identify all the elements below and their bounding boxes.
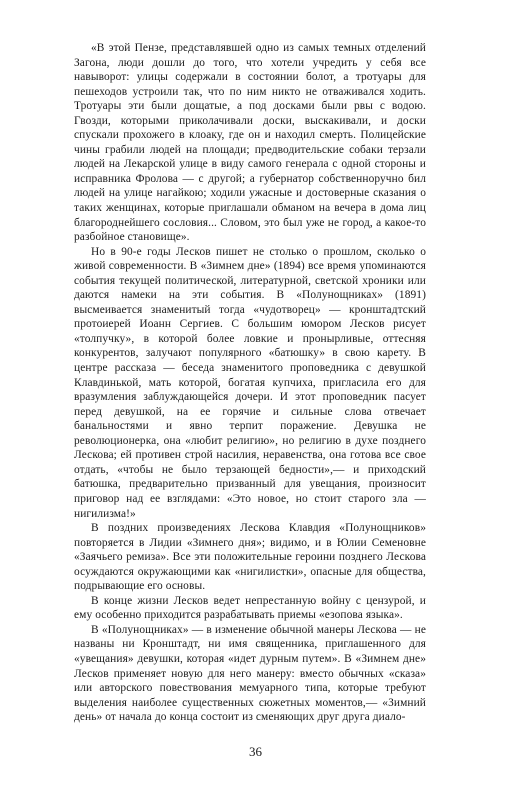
paragraph-3: В поздних произведениях Лескова Клавдия «Полунощников» повторяется в Лидии «Зимнего дня»; видимо, и в Юлии Семеновне «Заячьего ремиза». Все эти положительные героини позднего Лескова осуждаются окружающими как «нигилистки», опасные для общества, подрывающие его основы.	[74, 522, 426, 593]
paragraph-1: «В этой Пензе, представлявшей одно из самых темных отделений Загона, люди дошли до того, что хотели учредить у себя все навыворот: улицы содержали в состоянии болот, а тротуары для пешеходов устроили так, что по ним никто не отваживался ходить. Тротуары эти были дощатые, а под досками были рвы с водою. Гвозди, которыми приколачивали доски, выскакивали, и доски спускали прохожего в клоаку, где он и находил смерть. Полицейские чины грабили людей на площади; предводительские собаки терзали людей на Лекарской улице в виду самого генерала с одной стороны и исправника Фролова — с другой; а губернатор собственноручно бил людей на улице нагайкою; ходили ужасные и достоверные сказания о таких женщинах, которые приглашали обманом на вечера в дома лиц благороднейшего сословия... Словом, это был уже не город, а какое-то разбойное становище».	[74, 42, 426, 244]
paragraph-4: В конце жизни Лесков ведет непрестанную войну с цензурой, и ему особенно приходится разрабатывать приемы «езопова языка».	[74, 594, 426, 622]
paragraph-2: Но в 90-е годы Лесков пишет не столько о прошлом, сколько о живой современности. В «Зимнем дне» (1894) все время упоминаются события текущей политической, литературной, светской хроники или даются намеки на эти события. В «Полунощниках» (1891) высмеивается знаменитый тогда «чудотворец» — кронштадтский протоиерей Иоанн Сергиев. С большим юмором Лесков рисует «толпучку», в которой более ловкие и пронырливые, оттесняя конкурентов, залучают популярного «батюшку» в свою карету. В центре рассказа — беседа знаменитого проповедника с девушкой Клавдинькой, мать которой, богатая купчиха, пригласила его для вразумления заблуждающейся дочери. И этот проповедник пасует перед девушкой, на ее горячие и сильные слова отвечает банальностями и явно терпит поражение. Девушка не революционерка, она «любит религию», но религию в духе позднего Лескова; ей противен строй насилия, неравенства, она готова все свое отдать, «чтобы не было терзающей бедности»,— и приходский батюшка, предварительно призванный для увещания, произносит приговор над ее взглядами: «Это новое, но стоит старого зла — нигилизма!»	[74, 245, 426, 520]
paragraph-5: В «Полунощниках» — в изменение обычной манеры Лескова — не названы ни Кронштадт, ни имя священника, приглашенного для «увещания» девушки, которая «идет дурным путем». В «Зимнем дне» Лесков применяет новую для него манеру: вместо обычных «сказа» или авторского повествования мемуарного типа, которые требуют выделения наиболее существенных сюжетных моментов,— «Зимний день» от начала до конца состоит из сменяющих друг друга диало-	[74, 623, 426, 724]
page-number: 36	[249, 744, 262, 759]
body-text	[74, 41, 426, 725]
